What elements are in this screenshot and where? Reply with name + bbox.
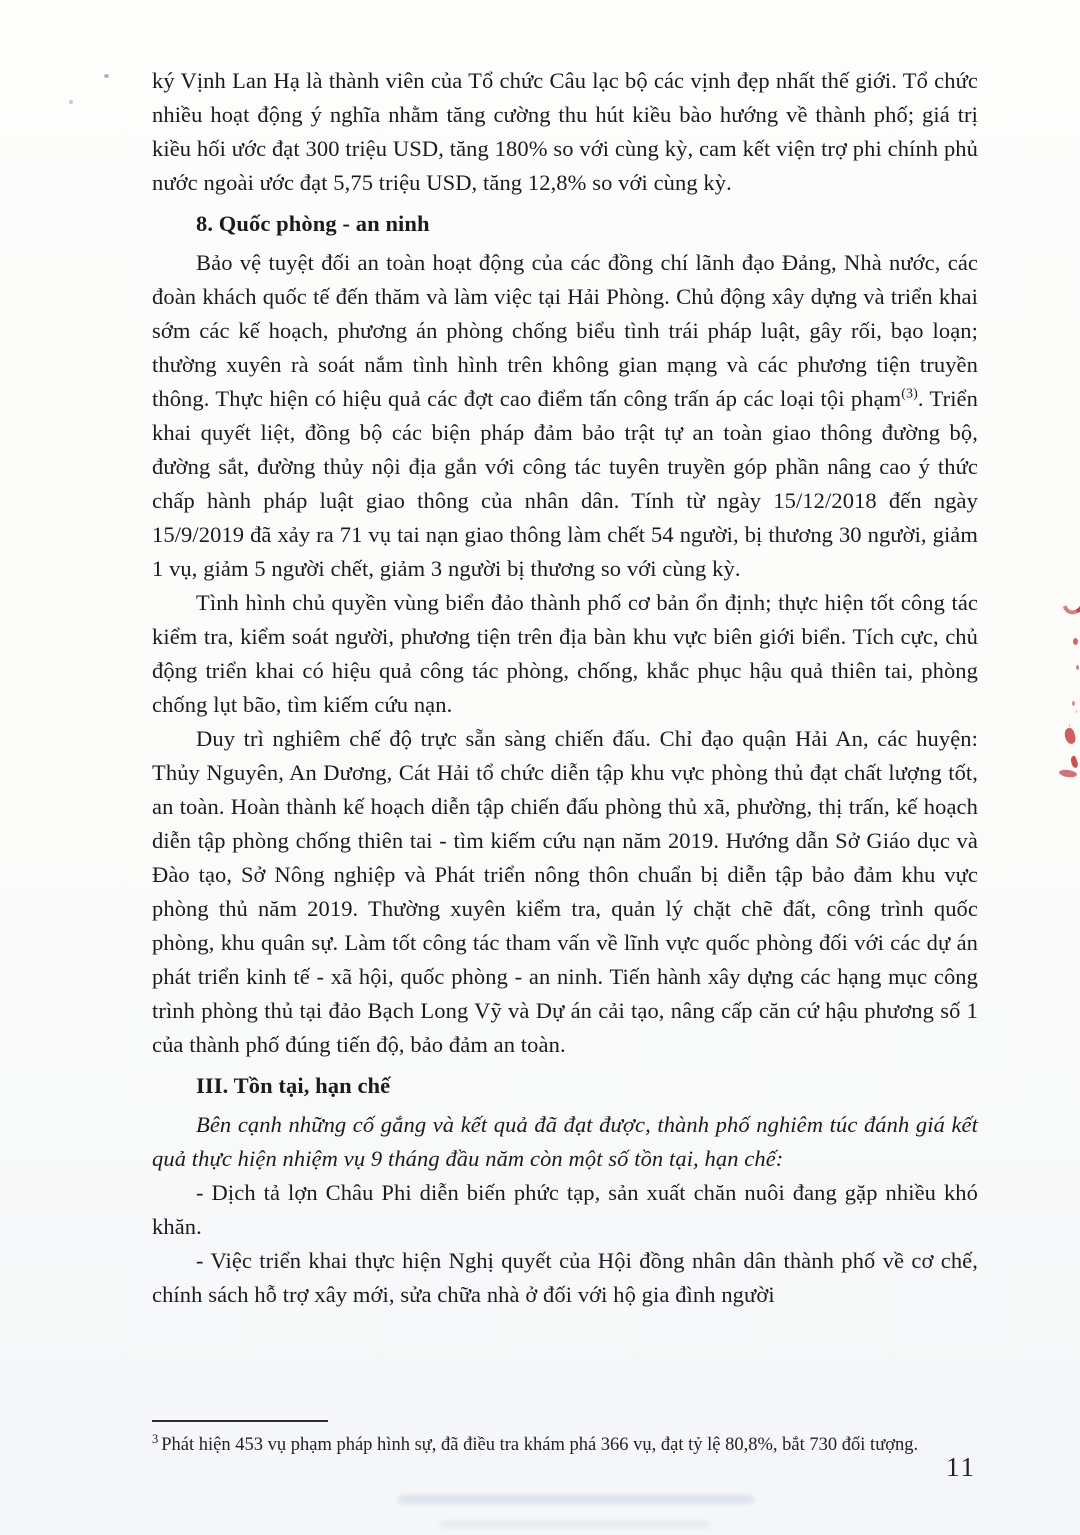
footnote-marker: 3 — [152, 1431, 159, 1446]
paragraph-intro-continued: ký Vịnh Lan Hạ là thành viên của Tổ chức Câu lạc bộ các vịnh đẹp nhất thế giới. Tổ chức nhiều hoạt động ý nghĩa nhằm tăng cường thu hút kiều bào hướng về thành phố; giá trị kiều hối ước đạt 300 triệu USD, tăng 180% so với cùng kỳ, cam kết viện trợ phi chính phủ nước ngoài ước đạt 5,75 triệu USD, tăng 12,8% so với cùng kỳ. — [152, 68, 978, 195]
section3-item-1: - Dịch tả lợn Châu Phi diễn biến phức tạp, sản xuất chăn nuôi đang gặp nhiều khó khăn. — [152, 1180, 978, 1239]
page-number: 11 — [946, 1452, 976, 1482]
section8-paragraph-3: Duy trì nghiêm chế độ trực sẵn sàng chiến đấu. Chỉ đạo quận Hải An, các huyện: Thủy Nguyên, An Dương, Cát Hải tổ chức diễn tập khu vực phòng thủ đạt chất lượng tốt, an toàn. Hoàn thành kế hoạch diễn tập chiến đấu phòng thủ xã, phường, thị trấn, kế hoạch diễn tập phòng chống thiên tai - tìm kiếm cứu nạn năm 2019. Hướng dẫn Sở Giáo dục và Đào tạo, Sở Nông nghiệp và Phát triển nông thôn chuẩn bị diễn tập bảo đảm khu vực phòng thủ năm 2019. Thường xuyên kiểm tra, quản lý chặt chẽ đất, công trình quốc phòng, khu quân sự. Làm tốt công tác tham vấn về lĩnh vực quốc phòng đối với các dự án phát triển kinh tế - xã hội, quốc phòng - an ninh. Tiến hành xây dựng các hạng mục công trình phòng thủ tại đảo Bạch Long Vỹ và Dự án cải tạo, nâng cấp căn cứ hậu phương số 1 của thành phố đúng tiến độ, bảo đảm an toàn. — [152, 726, 978, 1057]
scan-speck — [69, 100, 73, 104]
faint-footer-smudge — [440, 1521, 710, 1528]
footnote-reference-3: (3) — [901, 386, 918, 402]
red-ink-stroke-icon — [1059, 769, 1078, 778]
faint-footer-smudge — [398, 1495, 754, 1504]
section3-item-2: - Việc triển khai thực hiện Nghị quyết của Hội đồng nhân dân thành phố về cơ chế, chính sách hỗ trợ xây mới, sửa chữa nhà ở đối với hộ gia đình người — [152, 1248, 978, 1307]
document-body — [152, 64, 978, 1312]
section3-intro-paragraph: Bên cạnh những cố gắng và kết quả đã đạt được, thành phố nghiêm túc đánh giá kết quả thực hiện nhiệm vụ 9 tháng đầu năm còn một số tồn tại, hạn chế: — [152, 1112, 978, 1171]
footnote-area — [152, 1420, 978, 1457]
section8-heading: 8. Quốc phòng - an ninh — [196, 211, 430, 236]
red-ink-stroke-icon — [1058, 580, 1080, 619]
section8-paragraph-1 — [152, 246, 978, 586]
section3-heading: III. Tồn tại, hạn chế — [196, 1073, 391, 1098]
section8-paragraph-1-text-after: . Triển khai quyết liệt, đồng bộ các biện pháp đảm bảo trật tự an toàn giao thông đường bộ, đường sắt, đường thủy nội địa gắn với công tác tuyên truyền góp phần nâng cao ý thức chấp hành pháp luật giao thông của nhân dân. Tính từ ngày 15/12/2018 đến ngày 15/9/2019 đã xảy ra 71 vụ tai nạn giao thông làm chết 54 người, bị thương 30 người, giảm 1 vụ, giảm 5 người chết, giảm 3 người bị thương so với cùng kỳ. — [152, 386, 978, 581]
footnote-text: Phát hiện 453 vụ phạm pháp hình sự, đã điều tra khám phá 366 vụ, đạt tỷ lệ 80,8%, bắt 730 đối tượng. — [161, 1435, 919, 1455]
section8-paragraph-2: Tình hình chủ quyền vùng biển đảo thành phố cơ bản ổn định; thực hiện tốt công tác kiểm tra, kiểm soát người, phương tiện trên địa bàn khu vực biên giới biển. Tích cực, chủ động triển khai có hiệu quả công tác phòng, chống, khắc phục hậu quả thiên tai, phòng chống lụt bão, tìm kiếm cứu nạn. — [152, 590, 978, 717]
footnote-3 — [152, 1433, 978, 1457]
red-ink-stroke-icon — [1063, 727, 1077, 745]
red-ink-speckles-icon — [1073, 638, 1078, 645]
section8-paragraph-1-text-before: Bảo vệ tuyệt đối an toàn hoạt động của các đồng chí lãnh đạo Đảng, Nhà nước, các đoàn khách quốc tế đến thăm và làm việc tại Hải Phòng. Chủ động xây dựng và triển khai sớm các kế hoạch, phương án phòng chống biểu tình trái pháp luật, gây rối, bạo loạn; thường xuyên rà soát nắm tình hình trên không gian mạng và các phương tiện truyền thông. Thực hiện có hiệu quả các đợt cao điểm tấn công trấn áp các loại tội phạm — [152, 250, 978, 411]
footnote-divider — [152, 1420, 328, 1422]
scan-speck — [104, 74, 109, 78]
